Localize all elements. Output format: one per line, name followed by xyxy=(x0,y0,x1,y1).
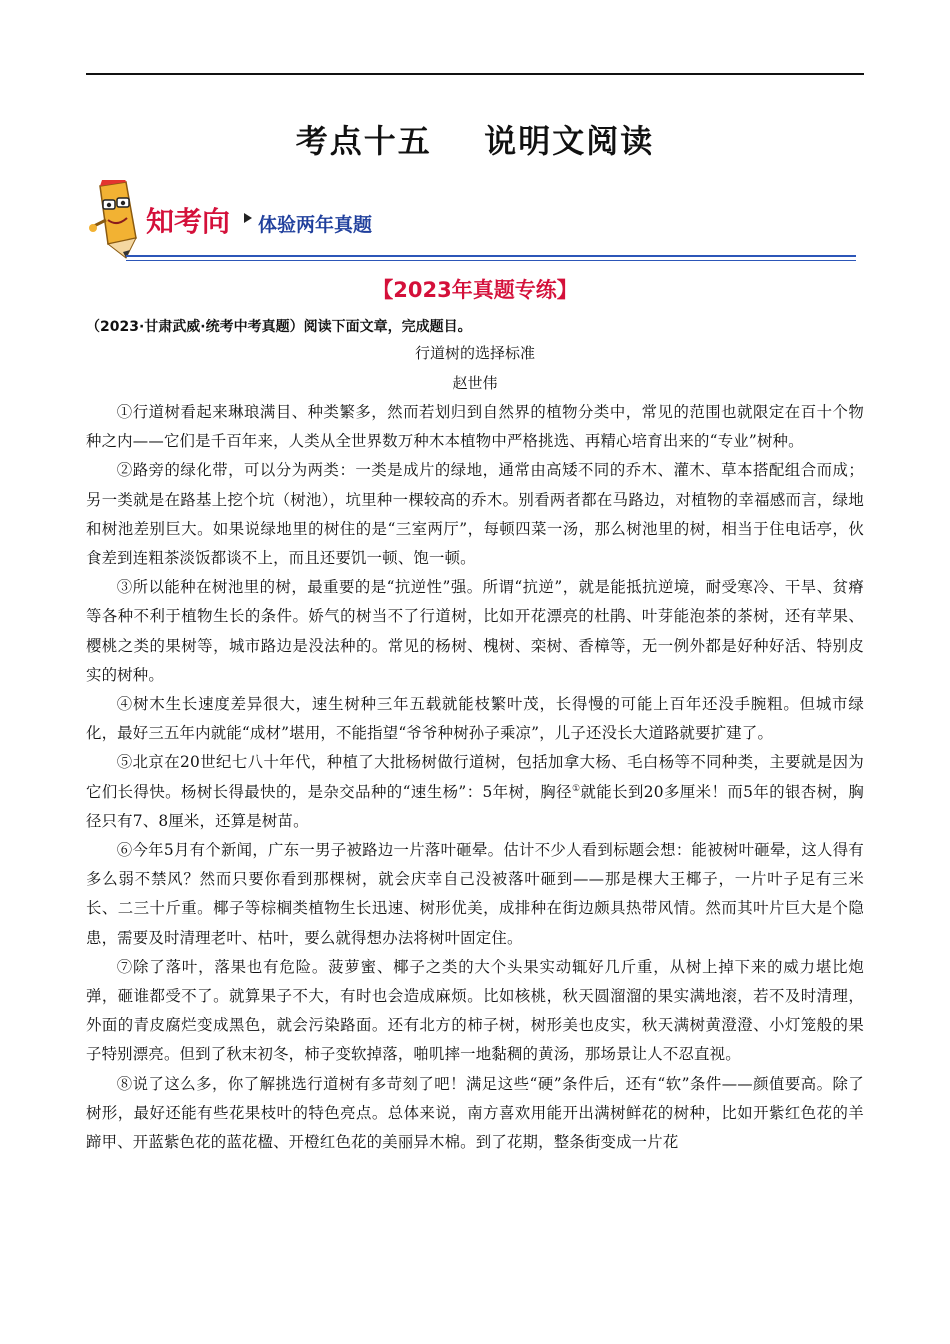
paragraph: ②路旁的绿化带，可以分为两类：一类是成片的绿地，通常由高矮不同的乔木、灌木、草本搭配组合而成；另一类就是在路基上挖个坑（树池），坑里种一棵较高的乔木。别看两者都在马路边，对植物的幸福感而言，绿地和树池差别巨大。如果说绿地里的树住的是“三室两厅”，每顿四菜一汤，那么树池里的树，相当于住电话亭，伙食差到连粗茶淡饭都谈不上，而且还要饥一顿、饱一顿。 xyxy=(86,461,864,568)
section-heading: 【2023年真题专练】 xyxy=(372,278,578,302)
pencil-mascot-icon xyxy=(86,180,148,262)
section-banner xyxy=(86,180,856,264)
paragraph: ①行道树看起来琳琅满目、种类繁多，然而若划归到自然界的植物分类中，常见的范围也就限定在百十个物种之内——它们是千百年来，人类从全世界数万种木本植物中严格挑选、再精心培育出来的“专业”树种。 xyxy=(86,403,864,451)
banner-subtitle: 体验两年真题 xyxy=(258,214,373,236)
banner-underline-thin xyxy=(126,260,856,261)
paragraph: ④树木生长速度差异很大，速生树种三年五载就能枝繁叶茂，长得慢的可能上百年还没手腕粗。但城市绿化，最好三五年内就能“成材”堪用，不能指望“爷爷种树孙子乘凉”，儿子还没长大道路就要扩建了。 xyxy=(86,695,864,743)
paragraph xyxy=(86,748,864,836)
question-source: （2023·甘肃武威·统考中考真题）阅读下面文章，完成题目。 xyxy=(86,319,472,335)
footnote-marker: ① xyxy=(571,783,581,794)
paragraph: ③所以能种在树池里的树，最重要的是“抗逆性”强。所谓“抗逆”，就是能抵抗逆境，耐受寒冷、干旱、贫瘠等各种不利于植物生长的条件。娇气的树当不了行道树，比如开花漂亮的杜鹃、叶芽能泡茶的茶树，还有苹果、樱桃之类的果树等，城市路边是没法种的。常见的杨树、槐树、栾树、香樟等，无一例外都是好种好活、特别皮实的树种。 xyxy=(86,578,864,684)
paragraph: ⑧说了这么多，你了解挑选行道树有多苛刻了吧！满足这些“硬”条件后，还有“软”条件——颜值要高。除了树形，最好还能有些花果枝叶的特色亮点。总体来说，南方喜欢用能开出满树鲜花的树种，比如开紫红色花的羊蹄甲、开蓝紫色花的蓝花楹、开橙红色花的美丽异木棉。到了花期，整条街变成一片花 xyxy=(86,1074,864,1152)
banner-title: 知考向 xyxy=(146,205,231,238)
banner-underline xyxy=(126,255,856,257)
paragraph: ⑥今年5月有个新闻，广东一男子被路边一片落叶砸晕。估计不少人看到标题会想：能被树叶砸晕，这人得有多么弱不禁风？然而只要你看到那棵树，就会庆幸自己没被落叶砸到——那是棵大王椰子，一片叶子足有三米长、二三十斤重。椰子等棕榈类植物生长迅速、树形优美，成排种在街边颇具热带风情。然而其叶片巨大是个隐患，需要及时清理老叶、枯叶，要么就得想办法将树叶固定住。 xyxy=(86,841,864,947)
article-body xyxy=(86,398,864,1157)
paragraph: ⑦除了落叶，落果也有危险。菠萝蜜、椰子之类的大个头果实动辄好几斤重，从树上掉下来的威力堪比炮弹，砸谁都受不了。就算果子不大，有时也会造成麻烦。比如核桃，秋天圆溜溜的果实满地滚，若不及时清理，外面的青皮腐烂变成黑色，就会污染路面。还有北方的柿子树，树形美也皮实，秋天满树黄澄澄、小灯笼般的果子特别漂亮。但到了秋末初冬，柿子变软掉落，啪叽摔一地黏稠的黄汤，那场景让人不忍直视。 xyxy=(86,957,864,1064)
document-title: 考点十五 说明文阅读 xyxy=(295,122,655,160)
header-rule xyxy=(86,73,864,75)
article-title: 行道树的选择标准 xyxy=(414,344,535,362)
paragraph-text: ⑤北京在20世纪七八十年代，种植了大批杨树做行道树，包括加拿大杨、毛白杨等不同种类，主要就是因为它们长得快。杨树长得最快的，是杂交品种的“速生杨”：5年树，胸径 xyxy=(86,753,864,801)
triangle-arrow-icon xyxy=(244,213,252,223)
paragraph-text: 就能长到20多厘米！而5年的银杏树，胸径只有7、8厘米，还算是树苗。 xyxy=(86,782,864,830)
article-author: 赵世伟 xyxy=(452,374,498,392)
